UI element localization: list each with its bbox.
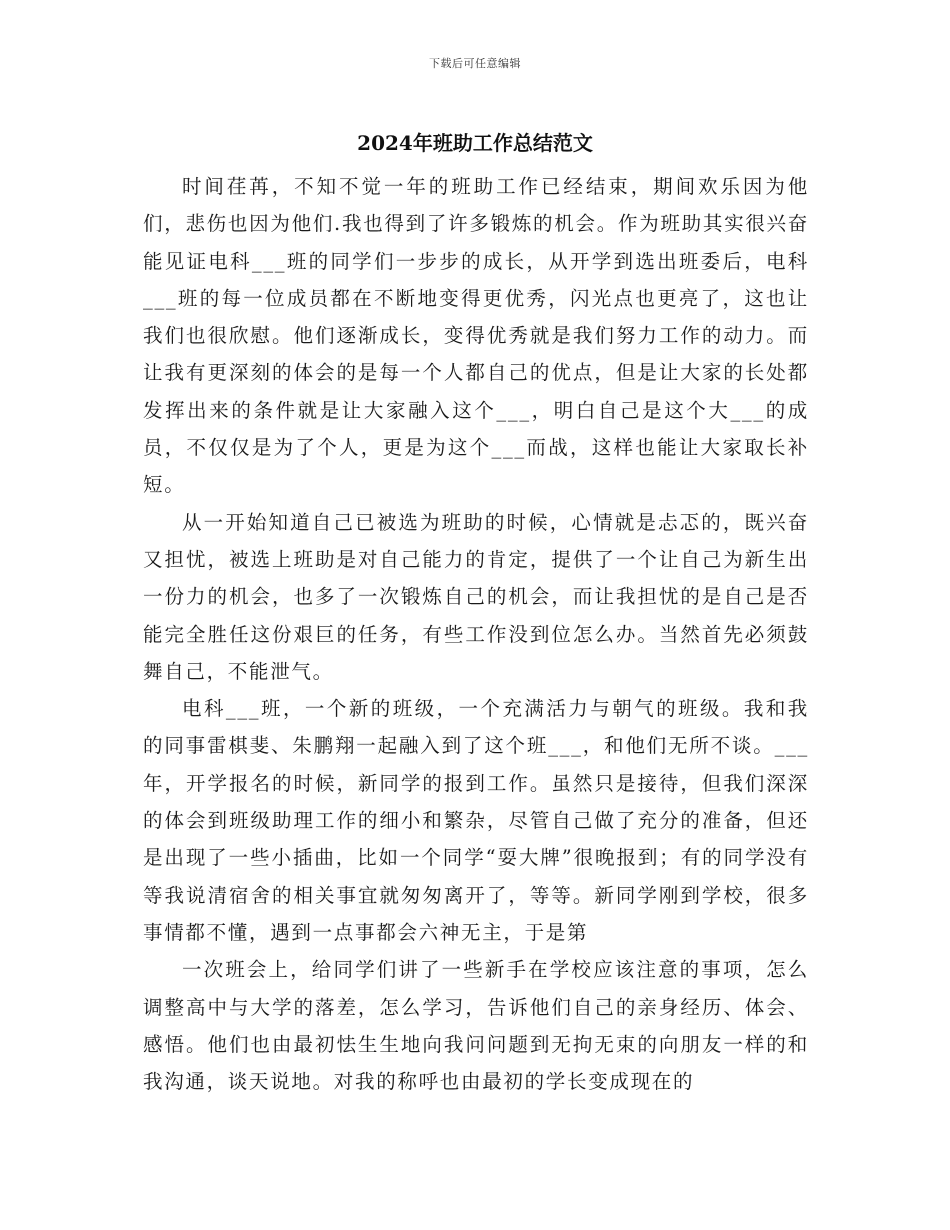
paragraph-1: 时间荏苒，不知不觉一年的班助工作已经结束，期间欢乐因为他们，悲伤也因为他们.我也得到了许多锻炼的机会。作为班助其实很兴奋能见证电科___班的同学们一步步的成长，从开学到选出班委后，电科___班的每一位成员都在不断地变得更优秀，闪光点也更亮了，这也让我们也很欣慰。他们逐渐成长，变得优秀就是我们努力工作的动力。而让我有更深刻的体会的是每一个人都自己的优点，但是让大家的长处都发挥出来的条件就是让大家融入这个___，明白自己是这个大___的成员，不仅仅是为了个人，更是为这个___而战，这样也能让大家取长补短。 — [143, 175, 809, 497]
paragraph-4: 一次班会上，给同学们讲了一些新手在学校应该注意的事项，怎么调整高中与大学的落差，怎么学习，告诉他们自己的亲身经历、体会、感悟。他们也由最初怯生生地向我问问题到无拘无束的向朋友一样的和我沟通，谈天说地。对我的称呼也由最初的学长变成现在的 — [143, 958, 809, 1094]
document-title: 2024年班助工作总结范文 — [357, 131, 593, 155]
paragraph-2: 从一开始知道自己已被选为班助的时候，心情就是忐忑的，既兴奋又担忧，被选上班助是对自己能力的肯定，提供了一个让自己为新生出一份力的机会，也多了一次锻炼自己的机会，而让我担忧的是自己是否能完全胜任这份艰巨的任务，有些工作没到位怎么办。当然首先必须鼓舞自己，不能泄气。 — [143, 510, 809, 683]
page-header-note: 下载后可任意编辑 — [429, 57, 521, 70]
paragraph-3: 电科___班，一个新的班级，一个充满活力与朝气的班级。我和我的同事雷棋斐、朱鹏翔一起融入到了这个班___，和他们无所不谈。___年，开学报名的时候，新同学的报到工作。虽然只是接待，但我们深深的体会到班级助理工作的细小和繁杂，尽管自己做了充分的准备，但还是出现了一些小插曲，比如一个同学“耍大牌”很晚报到；有的同学没有等我说清宿舍的相关事宜就匆匆离开了，等等。新同学刚到学校，很多事情都不懂，遇到一点事都会六神无主，于是第 — [143, 697, 809, 944]
document-body — [143, 168, 809, 1100]
